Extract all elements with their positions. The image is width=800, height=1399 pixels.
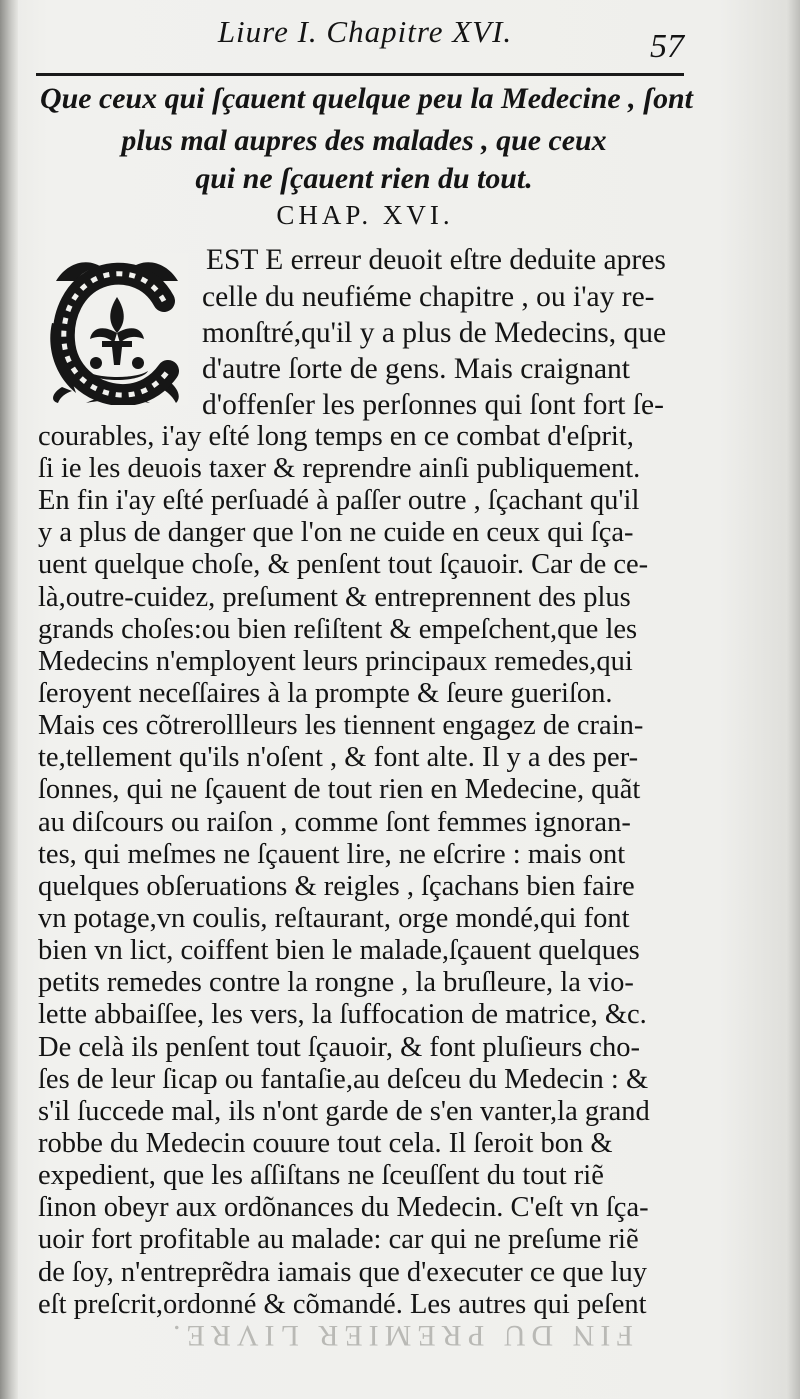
chapter-title-line-1: Que ceux qui ſçauent quelque peu la Medecine , ſont (40, 82, 694, 115)
chapter-title-line-3: qui ne ſçauent rien du tout. (195, 162, 533, 195)
text-line: petits remedes contre la rongne , la bruſleure, la vio- (38, 967, 634, 998)
text-line: De celà ils penſent tout ſçauoir, & font pluſieurs cho- (38, 1032, 640, 1063)
text-line: au diſcours ou raiſon , comme ſont femmes ignoran- (38, 807, 631, 838)
text-line: lette abbaiſſee, les vers, la ſuffocation de matrice, &c. (38, 999, 647, 1030)
page-gutter (0, 0, 18, 1399)
text-line: expedient, que les aſſiſtans ne ſceuſſent du tout riẽ (38, 1160, 604, 1191)
text-line: quelques obſeruations & reigles , ſçachans bien faire (38, 871, 635, 902)
page-number: 57 (650, 28, 684, 65)
text-line: d'offenſer les perſonnes qui ſont fort ſe- (202, 389, 664, 421)
text-line: y a plus de danger que l'on ne cuide en ceux qui ſça- (38, 517, 634, 548)
text-line: vn potage,vn coulis, reſtaurant, orge mondé,qui font (38, 903, 630, 934)
text-line: Medecins n'employent leurs principaux remedes,qui (38, 646, 633, 677)
text-line: En fin i'ay eſté perſuadé à paſſer outre , ſçachant qu'il (38, 485, 640, 516)
text-line: celle du neufiéme chapitre , ou i'ay re- (202, 281, 655, 313)
text-line: tes, qui meſmes ne ſçauent lire, ne eſcrire : mais ont (38, 839, 626, 870)
text-line: monſtré,qu'il y a plus de Medecins, que (202, 317, 667, 349)
text-line: te,tellement qu'ils n'oſent , & font alte. Il y a des per- (38, 742, 639, 773)
page-edge (786, 0, 800, 1399)
text-line: grands choſes:ou bien reſiſtent & empeſchent,que les (38, 614, 638, 645)
text-line: uoir fort profitable au malade: car qui ne preſume riẽ (38, 1224, 639, 1255)
chapter-number: CHAP. XVI. (276, 200, 454, 230)
text-line: robbe du Medecin couure tout cela. Il ſeroit bon & (38, 1128, 613, 1159)
chapter-title-line-2: plus mal aupres des malades , que ceux (121, 124, 607, 157)
header-rule (36, 73, 684, 76)
text-line: uent quelque choſe, & penſent tout ſçauoir. Car de ce- (38, 549, 649, 580)
text-line: d'autre ſorte de gens. Mais craignant (202, 353, 630, 385)
text-line: bien vn lict, coiffent bien le malade,ſçauent quelques (38, 935, 640, 966)
bleed-through-text: FIN DU PREMIER LIVRE. (167, 1319, 634, 1352)
text-line: s'il ſuccede mal, ils n'ont garde de s'en vanter,la grand (38, 1096, 650, 1127)
text-line: EST E erreur deuoit eſtre deduite apres (206, 244, 666, 276)
text-line: ſes de leur ſicap ou fantaſie,au deſceu du Medecin : & (38, 1064, 649, 1095)
text-line: eſt preſcrit,ordonné & cõmandé. Les autres qui peſent (38, 1289, 647, 1320)
decorated-initial-icon (46, 253, 188, 405)
text-line: là,outre-cuidez, preſument & entreprennent des plus (38, 582, 631, 613)
text-line: ſonnes, qui ne ſçauent de tout rien en Medecine, quãt (38, 774, 641, 805)
running-head: Liure I. Chapitre XVI. (217, 14, 513, 49)
text-line: courables, i'ay eſté long temps en ce combat d'eſprit, (38, 421, 634, 452)
text-line: ſeroyent neceſſaires à la prompte & ſeure gueriſon. (38, 678, 613, 709)
text-line: ſi ie les deuois taxer & reprendre ainſi publiquement. (38, 453, 641, 484)
text-line: Mais ces cõtrerollleurs les tiennent engagez de crain- (38, 710, 644, 741)
text-line: ſinon obeyr aux ordõnances du Medecin. C'eſt vn ſça- (38, 1192, 649, 1223)
text-line: de ſoy, n'entreprẽdra iamais que d'executer ce que luy (38, 1257, 648, 1288)
